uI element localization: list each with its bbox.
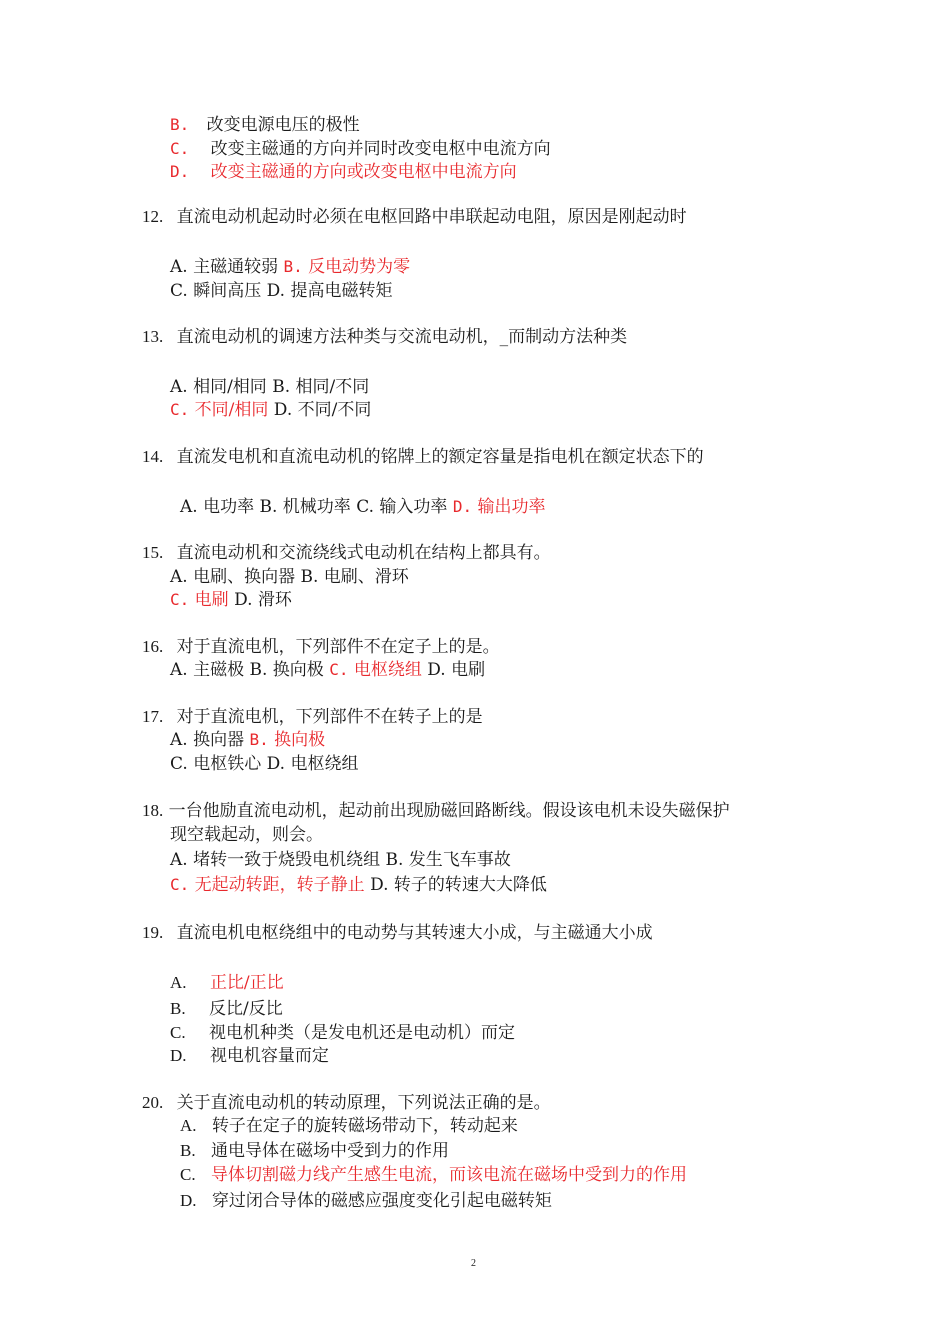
q12-stem: 12. 直流电动机起动时必须在电枢回路中串联起动电阻，原因是刚起动时 <box>142 207 687 227</box>
q18-options-cd: C. 无起动转距，转子静止 D. 转子的转速大大降低 <box>170 875 547 895</box>
q18-stem-line1: 18. 一台他励直流电动机，起动前出现励磁回路断线。假设该电机未设失磁保护 <box>142 801 730 821</box>
q12-options-ab: A. 主磁通较弱 B. 反电动势为零 <box>170 257 411 277</box>
q17-stem: 17. 对于直流电机，下列部件不在转子上的是 <box>142 707 483 727</box>
q19-option-b: B. 反比/反比 <box>170 999 283 1019</box>
q11-option-b: B. 改变电源电压的极性 <box>170 115 360 135</box>
q18-stem-line2: 现空载起动，则会。 <box>170 825 323 845</box>
q20-option-c-answer: C. 导体切割磁力线产生感生电流，而该电流在磁场中受到力的作用 <box>180 1165 687 1185</box>
q20-option-d: D. 穿过闭合导体的磁感应强度变化引起电磁转矩 <box>180 1191 552 1211</box>
q19-option-c: C. 视电机种类（是发电机还是电动机）而定 <box>170 1023 515 1043</box>
q20-stem: 20. 关于直流电动机的转动原理，下列说法正确的是。 <box>142 1093 551 1113</box>
q19-stem: 19. 直流电机电枢绕组中的电动势与其转速大小成，与主磁通大小成 <box>142 923 653 943</box>
q15-options-ab: A. 电刷、换向器 B. 电刷、滑环 <box>170 567 409 587</box>
q12-options-cd: C. 瞬间高压 D. 提高电磁转矩 <box>170 281 393 301</box>
q17-options-cd: C. 电枢铁心 D. 电枢绕组 <box>170 754 359 774</box>
q11-option-d-answer: D. 改变主磁通的方向或改变电枢中电流方向 <box>170 162 517 182</box>
q14-stem: 14. 直流发电机和直流电动机的铭牌上的额定容量是指电机在额定状态下的 <box>142 447 704 467</box>
q14-options: A. 电功率 B. 机械功率 C. 输入功率 D. 输出功率 <box>180 497 546 517</box>
q20-option-b: B. 通电导体在磁场中受到力的作用 <box>180 1141 449 1161</box>
q15-stem: 15. 直流电动机和交流绕线式电动机在结构上都具有。 <box>142 543 551 563</box>
q17-options-ab: A. 换向器 B. 换向极 <box>170 730 326 750</box>
q11-option-c: C. 改变主磁通的方向并同时改变电枢中电流方向 <box>170 139 551 159</box>
q13-options-ab: A. 相同/相同 B. 相同/不同 <box>170 377 370 397</box>
q16-options: A. 主磁极 B. 换向极 C. 电枢绕组 D. 电刷 <box>170 660 486 680</box>
q15-options-cd: C. 电刷 D. 滑环 <box>170 590 292 610</box>
q19-option-d: D. 视电机容量而定 <box>170 1046 329 1066</box>
page-number: 2 <box>471 1258 476 1269</box>
q13-stem: 13. 直流电动机的调速方法种类与交流电动机，_而制动方法种类 <box>142 327 628 347</box>
q18-options-ab: A. 堵转一致于烧毁电机绕组 B. 发生飞车事故 <box>170 850 511 870</box>
q13-options-cd: C. 不同/相同 D. 不同/不同 <box>170 400 372 420</box>
q20-option-a: A. 转子在定子的旋转磁场带动下，转动起来 <box>180 1116 518 1136</box>
q16-stem: 16. 对于直流电机，下列部件不在定子上的是。 <box>142 637 500 657</box>
q19-option-a-answer: A. 正比/正比 <box>170 973 284 993</box>
